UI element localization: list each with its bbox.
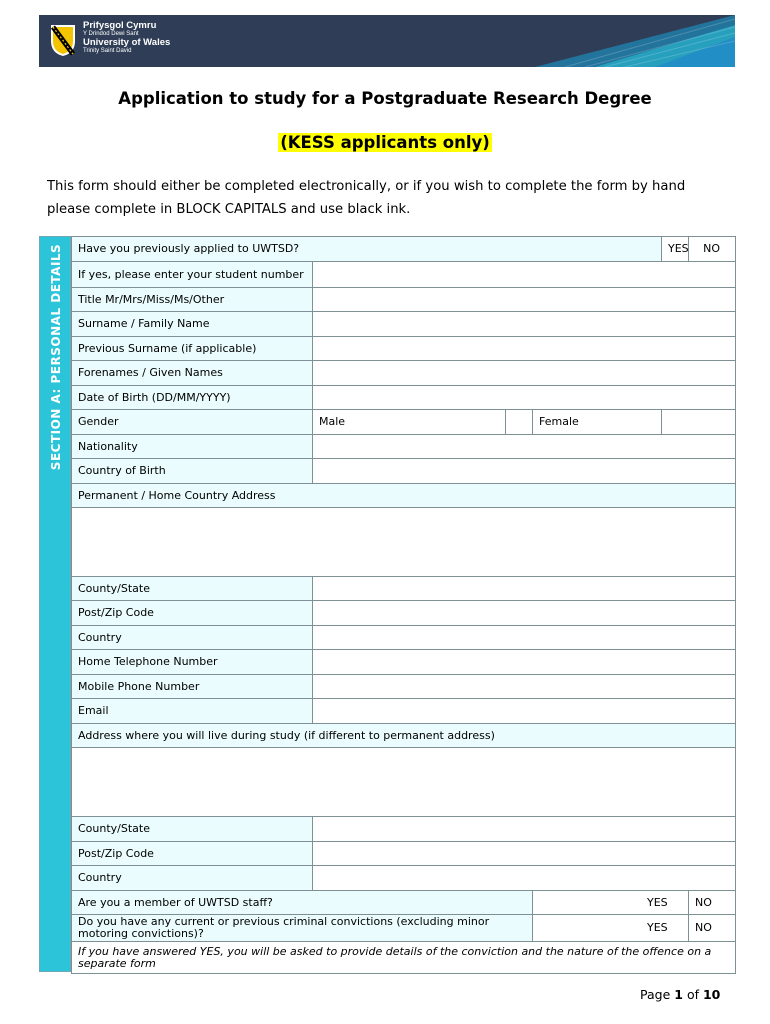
nationality-label: Nationality <box>72 435 313 459</box>
table-row <box>72 484 736 508</box>
banner-decoration <box>475 15 735 67</box>
home-phone-input[interactable] <box>313 650 736 675</box>
study-address-label: Address where you will live during study (if different to permanent address) <box>72 724 736 748</box>
table-row <box>72 337 736 361</box>
county-state-2-label: County/State <box>72 817 313 842</box>
mobile-phone-input[interactable] <box>313 675 736 699</box>
country-2-input[interactable] <box>313 866 736 891</box>
postcode-2-input[interactable] <box>313 842 736 866</box>
postcode-label: Post/Zip Code <box>72 601 313 626</box>
applied-before-no[interactable]: NO <box>689 237 736 262</box>
gender-female-label: Female <box>533 410 662 435</box>
country-input[interactable] <box>313 626 736 650</box>
previous-surname-input[interactable] <box>313 337 736 361</box>
table-row <box>72 866 736 891</box>
home-address-label: Permanent / Home Country Address <box>72 484 736 508</box>
table-row <box>72 915 736 942</box>
country-of-birth-input[interactable] <box>313 459 736 484</box>
student-number-input[interactable] <box>313 262 736 288</box>
country-label: Country <box>72 626 313 650</box>
surname-input[interactable] <box>313 312 736 337</box>
section-label-box <box>40 237 72 477</box>
table-row <box>72 724 736 748</box>
table-row <box>72 650 736 675</box>
table-row <box>72 288 736 312</box>
title-label: Title Mr/Mrs/Miss/Ms/Other <box>72 288 313 312</box>
table-row <box>72 601 736 626</box>
county-state-2-input[interactable] <box>313 817 736 842</box>
forenames-label: Forenames / Given Names <box>72 361 313 386</box>
table-row <box>72 237 736 262</box>
table-row <box>72 262 736 288</box>
page-label: Page <box>640 987 671 1002</box>
brand-line-1: Prifysgol Cymru <box>83 20 157 31</box>
staff-member-label: Are you a member of UWTSD staff? <box>72 891 533 915</box>
page-number: 1 <box>674 987 683 1002</box>
brand-line-3: University of Wales <box>83 37 171 49</box>
table-row <box>72 410 736 435</box>
applied-before-yes[interactable]: YES <box>662 237 689 262</box>
dob-input[interactable] <box>313 386 736 410</box>
email-input[interactable] <box>313 699 736 724</box>
gender-female-checkbox[interactable] <box>662 410 736 435</box>
country-of-birth-label: Country of Birth <box>72 459 313 484</box>
table-row <box>72 891 736 915</box>
table-row <box>72 626 736 650</box>
home-address-input[interactable] <box>72 508 736 577</box>
convictions-note: If you have answered YES, you will be asked to provide details of the conviction and the nature of the offence on a separate form <box>72 942 736 974</box>
gender-label: Gender <box>72 410 313 435</box>
table-row <box>72 577 736 601</box>
home-phone-label: Home Telephone Number <box>72 650 313 675</box>
table-row <box>72 842 736 866</box>
intro-text: This form should either be completed electronically, or if you wish to complete the form by hand please complete in BLOCK CAPITALS and use black ink. <box>47 179 686 217</box>
brand-line-2: Y Drindod Dewi Sant <box>83 31 139 38</box>
section-sidebar <box>39 236 71 972</box>
student-number-label: If yes, please enter your student number <box>72 262 313 288</box>
country-2-label: Country <box>72 866 313 891</box>
county-state-label: County/State <box>72 577 313 601</box>
mobile-phone-label: Mobile Phone Number <box>72 675 313 699</box>
applied-before-label: Have you previously applied to UWTSD? <box>72 237 662 262</box>
table-row <box>72 817 736 842</box>
convictions-no[interactable]: NO <box>689 915 736 942</box>
nationality-input[interactable] <box>313 435 736 459</box>
gender-male-checkbox[interactable] <box>506 410 533 435</box>
surname-label: Surname / Family Name <box>72 312 313 337</box>
study-address-input[interactable] <box>72 748 736 817</box>
section-label: SECTION A: PERSONAL DETAILS <box>49 243 63 471</box>
table-row <box>72 942 736 974</box>
dob-label: Date of Birth (DD/MM/YYYY) <box>72 386 313 410</box>
table-row <box>72 675 736 699</box>
table-row <box>72 508 736 577</box>
previous-surname-label: Previous Surname (if applicable) <box>72 337 313 361</box>
brand-line-4: Trinity Saint David <box>83 48 132 55</box>
convictions-label: Do you have any current or previous criminal convictions (excluding minor motoring convictions)? <box>72 915 533 942</box>
header-banner <box>39 15 735 67</box>
table-row <box>72 312 736 337</box>
table-row <box>72 748 736 817</box>
page-footer <box>640 987 720 1002</box>
forenames-input[interactable] <box>313 361 736 386</box>
postcode-2-label: Post/Zip Code <box>72 842 313 866</box>
title-input[interactable] <box>313 288 736 312</box>
table-row <box>72 386 736 410</box>
university-crest-icon <box>49 23 77 57</box>
staff-member-yes[interactable]: YES <box>533 891 662 915</box>
university-wordmark <box>83 21 170 55</box>
table-row <box>72 435 736 459</box>
table-row <box>72 361 736 386</box>
table-row <box>72 459 736 484</box>
email-label: Email <box>72 699 313 724</box>
staff-member-no[interactable]: NO <box>689 891 736 915</box>
convictions-yes[interactable]: YES <box>533 915 662 942</box>
page-title: Application to study for a Postgraduate Research Degree <box>118 89 652 108</box>
subtitle-wrapper <box>0 133 770 152</box>
postcode-input[interactable] <box>313 601 736 626</box>
page-subtitle: (KESS applicants only) <box>280 133 490 152</box>
county-state-input[interactable] <box>313 577 736 601</box>
personal-details-table <box>71 236 736 974</box>
total-pages: 10 <box>702 987 721 1002</box>
table-row <box>72 699 736 724</box>
gender-male-label: Male <box>313 410 506 435</box>
of-label: of <box>686 987 699 1002</box>
